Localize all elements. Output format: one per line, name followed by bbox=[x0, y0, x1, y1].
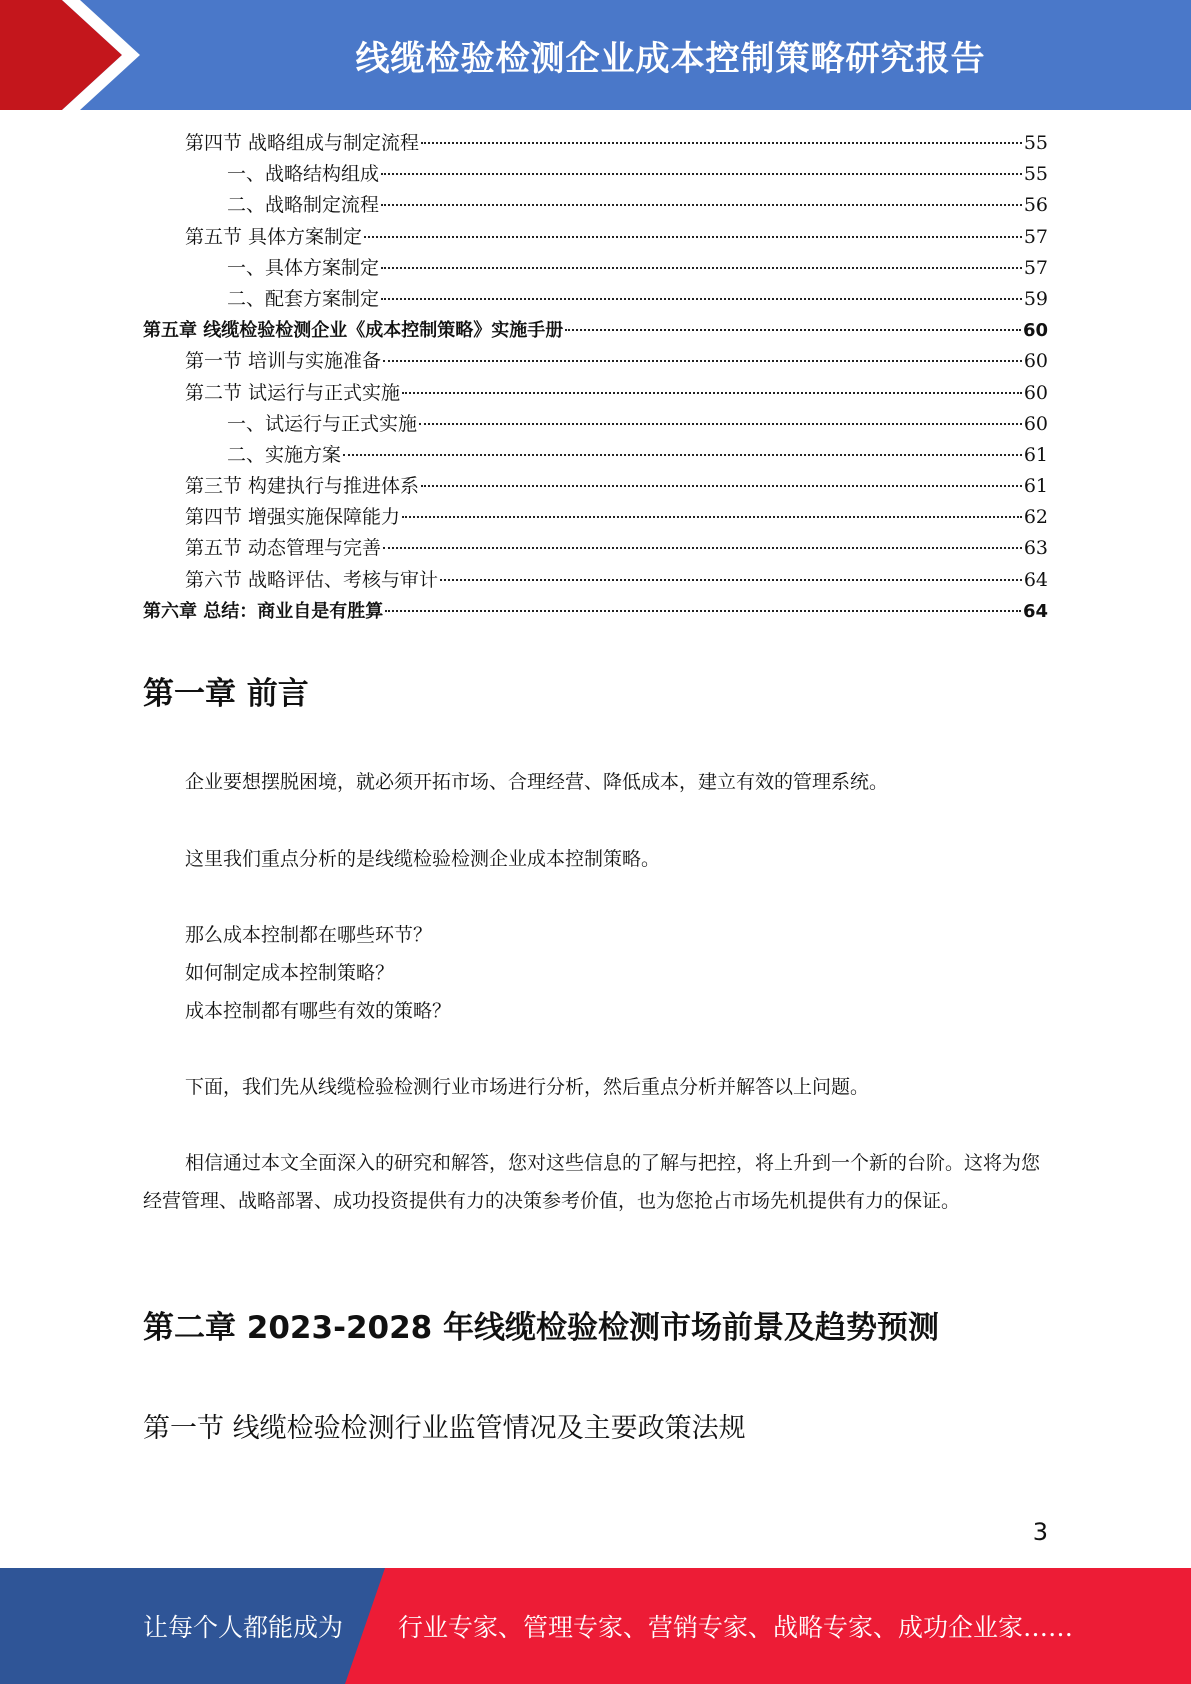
page-number: 3 bbox=[1032, 1518, 1048, 1546]
footer-slogan-left: 让每个人都能成为 bbox=[143, 1613, 344, 1642]
toc-entry[interactable] bbox=[143, 222, 1048, 253]
toc-entry-page: 61 bbox=[1023, 443, 1048, 466]
toc-entry-label: 二、实施方案 bbox=[227, 443, 342, 466]
toc-entry[interactable] bbox=[143, 315, 1048, 346]
toc-entry-page: 63 bbox=[1023, 537, 1048, 560]
toc-entry-page: 62 bbox=[1023, 506, 1048, 529]
toc-entry-page: 60 bbox=[1023, 381, 1048, 404]
toc-entry-page: 64 bbox=[1022, 600, 1048, 622]
toc-entry-page: 55 bbox=[1023, 132, 1048, 154]
paragraph-1: 企业要想摆脱困境，就必须开拓市场、合理经营、降低成本，建立有效的管理系统。 bbox=[185, 771, 889, 793]
header-arrow-decoration bbox=[0, 0, 160, 110]
toc-entry[interactable] bbox=[143, 565, 1048, 596]
toc-entry-label: 第五节 动态管理与完善 bbox=[185, 537, 382, 560]
toc-entry-label: 二、配套方案制定 bbox=[227, 287, 380, 310]
toc-dot-leader bbox=[419, 423, 1022, 425]
toc-entry-page: 57 bbox=[1023, 225, 1048, 248]
toc-entry[interactable] bbox=[143, 378, 1048, 409]
toc-entry[interactable] bbox=[143, 596, 1048, 627]
toc-dot-leader bbox=[381, 298, 1022, 300]
toc-dot-leader bbox=[383, 547, 1022, 549]
toc-entry-page: 60 bbox=[1022, 320, 1048, 342]
paragraph-4: 相信通过本文全面深入的研究和解答，您对这些信息的了解与把控，将上升到一个新的台阶。这将为您经营管理、战略部署、成功投资提供有力的决策参考价值，也为您抢占市场先机提供有力的保证。 bbox=[143, 1152, 1041, 1212]
toc-dot-leader bbox=[421, 142, 1022, 144]
toc-entry-label: 第一节 培训与实施准备 bbox=[185, 350, 382, 373]
toc-entry-label: 第三节 构建执行与推进体系 bbox=[185, 475, 420, 498]
toc-entry-label: 第五章 线缆检验检测企业《成本控制策略》实施手册 bbox=[143, 320, 564, 342]
toc-entry-label: 第四节 战略组成与制定流程 bbox=[185, 132, 420, 154]
toc-entry-label: 第四节 增强实施保障能力 bbox=[185, 506, 401, 529]
header-red-chevron bbox=[0, 0, 122, 110]
question-list bbox=[185, 916, 451, 1030]
toc-dot-leader bbox=[402, 516, 1022, 518]
toc-entry-label: 第六节 战略评估、考核与审计 bbox=[185, 568, 439, 591]
question-3: 成本控制都有哪些有效的策略？ bbox=[185, 1000, 452, 1022]
toc-entry-page: 56 bbox=[1023, 194, 1048, 217]
toc-dot-leader bbox=[383, 360, 1022, 362]
toc-entry[interactable] bbox=[143, 440, 1048, 471]
toc-dot-leader bbox=[385, 610, 1021, 612]
toc-dot-leader bbox=[565, 329, 1021, 331]
paragraph-2: 这里我们重点分析的是线缆检验检测企业成本控制策略。 bbox=[185, 848, 661, 870]
toc-entry-page: 61 bbox=[1023, 475, 1048, 498]
toc-entry[interactable] bbox=[143, 159, 1048, 190]
toc-entry-page: 64 bbox=[1023, 568, 1048, 591]
toc-entry[interactable] bbox=[143, 471, 1048, 502]
toc-dot-leader bbox=[343, 454, 1022, 456]
toc-dot-leader bbox=[381, 173, 1022, 175]
report-title: 线缆检验检测企业成本控制策略研究报告 bbox=[355, 38, 986, 79]
toc-entry-label: 第六章 总结：商业自是有胜算 bbox=[143, 600, 384, 622]
toc-dot-leader bbox=[381, 204, 1022, 206]
question-1: 那么成本控制都在哪些环节？ bbox=[185, 924, 433, 946]
toc-entry-label: 一、战略结构组成 bbox=[227, 163, 380, 186]
toc-entry[interactable] bbox=[143, 190, 1048, 221]
toc-entry[interactable] bbox=[143, 346, 1048, 377]
toc-entry-page: 57 bbox=[1023, 256, 1048, 279]
toc-entry[interactable] bbox=[143, 533, 1048, 564]
toc-entry-label: 二、战略制定流程 bbox=[227, 194, 380, 217]
toc-entry-page: 60 bbox=[1023, 412, 1048, 435]
toc-entry[interactable] bbox=[143, 502, 1048, 533]
toc-entry-page: 55 bbox=[1023, 163, 1048, 186]
toc-dot-leader bbox=[402, 392, 1022, 394]
toc-dot-leader bbox=[381, 267, 1022, 269]
toc-entry[interactable] bbox=[143, 128, 1048, 159]
page-header bbox=[0, 0, 1191, 110]
table-of-contents bbox=[143, 128, 1048, 627]
chapter-1-heading: 第一章 前言 bbox=[143, 676, 309, 712]
toc-entry-page: 60 bbox=[1023, 350, 1048, 373]
toc-dot-leader bbox=[364, 236, 1022, 238]
chapter-2-heading: 第二章 2023-2028 年线缆检验检测市场前景及趋势预测 bbox=[143, 1310, 940, 1346]
toc-entry-label: 第五节 具体方案制定 bbox=[185, 225, 363, 248]
toc-entry[interactable] bbox=[143, 284, 1048, 315]
toc-entry-label: 第二节 试运行与正式实施 bbox=[185, 381, 401, 404]
toc-entry-page: 59 bbox=[1023, 287, 1048, 310]
toc-entry-label: 一、试运行与正式实施 bbox=[227, 412, 418, 435]
toc-dot-leader bbox=[440, 579, 1022, 581]
toc-entry[interactable] bbox=[143, 253, 1048, 284]
question-2: 如何制定成本控制策略？ bbox=[185, 962, 395, 984]
toc-dot-leader bbox=[421, 485, 1022, 487]
section-1-heading: 第一节 线缆检验检测行业监管情况及主要政策法规 bbox=[143, 1413, 746, 1444]
page-footer bbox=[0, 1568, 1191, 1684]
toc-entry-label: 一、具体方案制定 bbox=[227, 256, 380, 279]
paragraph-3: 下面，我们先从线缆检验检测行业市场进行分析，然后重点分析并解答以上问题。 bbox=[185, 1076, 870, 1098]
toc-entry[interactable] bbox=[143, 409, 1048, 440]
footer-slogan-right: 行业专家、管理专家、营销专家、战略专家、成功企业家…… bbox=[398, 1613, 1074, 1642]
